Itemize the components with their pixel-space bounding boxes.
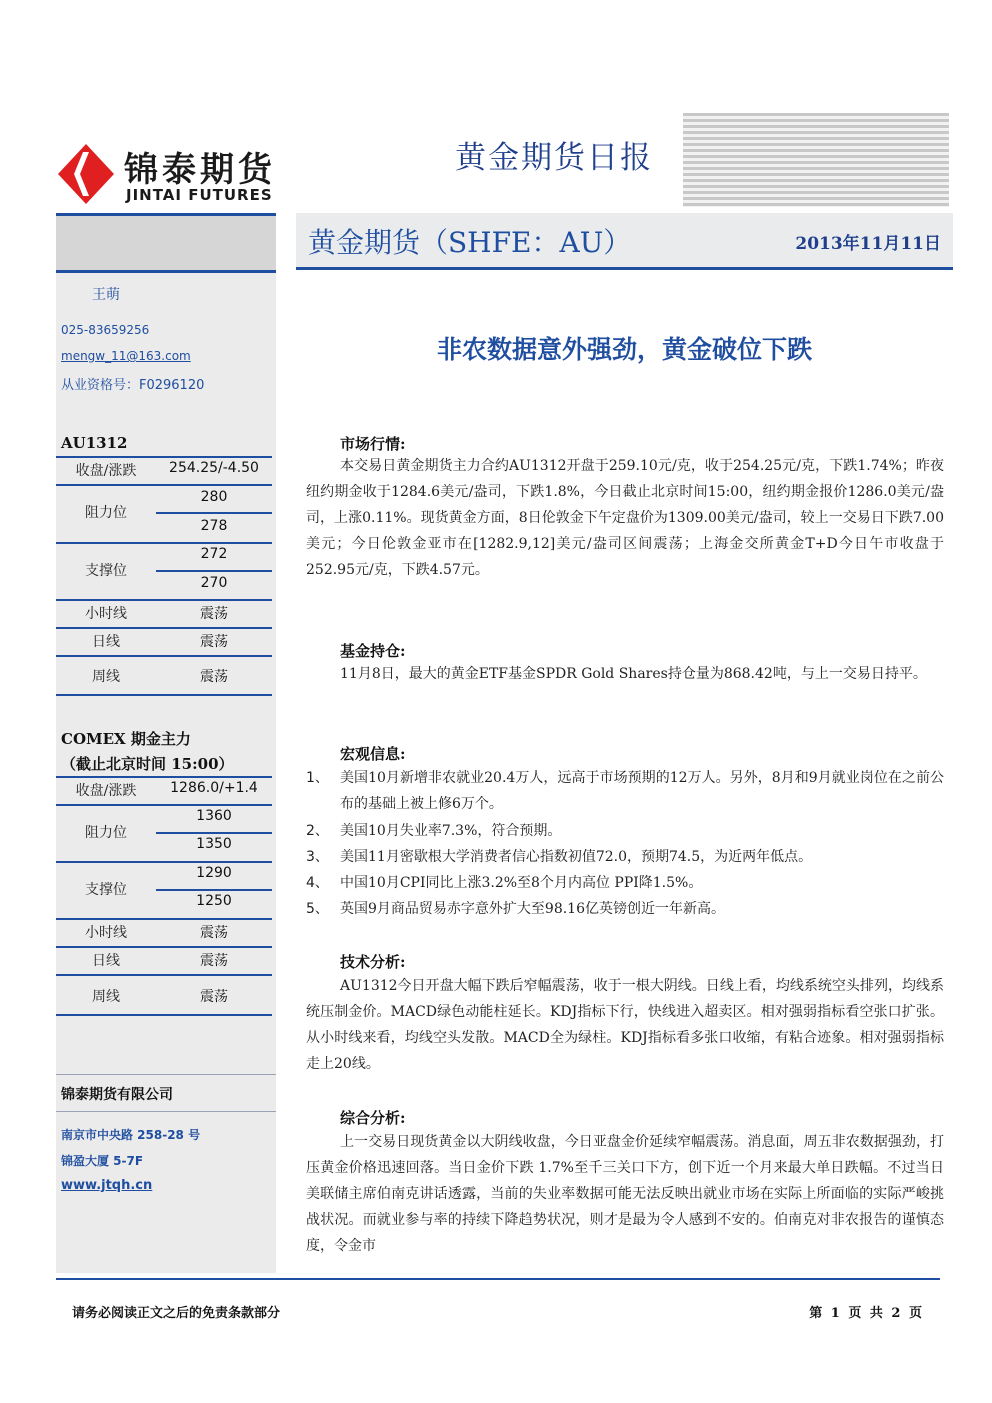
paragraph-fund: 11月8日，最大的黄金ETF基金SPDR Gold Shares持仓量为868.42吨，与上一交易日持平。 <box>340 666 927 682</box>
divider <box>56 655 272 657</box>
resistance-value: 280 <box>200 489 228 505</box>
divider <box>56 1074 276 1075</box>
hourly-label: 小时线 <box>85 606 127 622</box>
comex-title: COMEX 期金主力 <box>61 730 191 748</box>
resistance-value: 1360 <box>196 808 232 824</box>
divider <box>56 456 272 458</box>
company-address-line2: 锦盈大厦 5-7F <box>61 1154 144 1168</box>
analyst-phone: 025-83659256 <box>61 323 150 337</box>
company-address-line1: 南京市中央路 258-28 号 <box>61 1128 201 1142</box>
section-title-fund: 基金持仓: <box>340 642 406 660</box>
divider <box>156 570 272 572</box>
divider <box>56 974 272 976</box>
section-title-technical: 技术分析: <box>340 953 406 971</box>
list-text: 中国10月CPI同比上涨3.2%至8个月内高位 PPI降1.5%。 <box>340 875 703 891</box>
divider <box>56 1111 276 1112</box>
weekly-label: 周线 <box>92 989 120 1005</box>
close-value: 1286.0/+1.4 <box>170 780 258 796</box>
section-title-macro: 宏观信息: <box>340 745 406 763</box>
report-date: 2013年11月11日 <box>795 234 941 254</box>
divider <box>156 832 272 834</box>
divider <box>56 599 272 601</box>
resistance-value: 278 <box>200 518 228 534</box>
hourly-value: 震荡 <box>200 925 228 941</box>
daily-label: 日线 <box>92 953 120 969</box>
list-number: 3、 <box>306 849 329 865</box>
support-value: 1250 <box>196 893 232 909</box>
product-bar <box>296 213 953 270</box>
daily-value: 震荡 <box>200 634 228 650</box>
company-website-link[interactable]: www.jtqh.cn <box>61 1178 153 1193</box>
support-label: 支撑位 <box>85 563 127 579</box>
footer-divider <box>56 1278 940 1280</box>
divider <box>56 918 272 920</box>
divider <box>56 1014 272 1016</box>
close-label: 收盘/涨跌 <box>75 783 137 799</box>
list-number: 4、 <box>306 875 329 891</box>
resistance-label: 阻力位 <box>85 825 127 841</box>
paragraph-technical: AU1312今日开盘大幅下跌后窄幅震荡，收于一根大阴线。日线上看，均线系统空头排列，均线系统压制金价。MACD绿色动能柱延长。KDJ指标下行，快线进入超卖区。相对强弱指标看空张口扩张。从小时线来看，均线空头发散。MACD全为绿柱。KDJ指标看多张口收缩，有粘合迹象。相对强弱指标走上20线。 <box>306 978 944 1072</box>
divider <box>56 776 272 778</box>
support-label: 支撑位 <box>85 882 127 898</box>
paragraph-summary: 上一交易日现货黄金以大阴线收盘，今日亚盘金价延续窄幅震荡。消息面，周五非农数据强劲，打压黄金价格迅速回落。当日金价下跌 1.7%至千三关口下方，创下近一个月来最大单日跌幅。不过当日美联储主席伯南克讲话透露，当前的失业率数据可能无法反映出就业市场在实际上所面临的实际严峻挑战状况。而就业参与率的持续下降趋势状况，则才是最为令人感到不安的。伯南克对非农报告的谨慎态度，令金市 <box>306 1134 944 1254</box>
divider <box>156 512 272 514</box>
weekly-label: 周线 <box>92 669 120 685</box>
divider <box>56 542 272 544</box>
list-number: 1、 <box>306 770 329 786</box>
support-value: 1290 <box>196 865 232 881</box>
support-value: 270 <box>200 575 228 591</box>
divider <box>156 889 272 891</box>
footer-disclaimer: 请务必阅读正文之后的免责条款部分 <box>72 1306 281 1321</box>
sidebar-header-band <box>56 216 276 273</box>
list-text: 美国10月新增非农就业20.4万人，远高于市场预期的12万人。另外，8月和9月就业岗位在之前公布的基础上被上修6万个。 <box>340 770 944 812</box>
divider <box>56 861 272 863</box>
list-number: 5、 <box>306 901 329 917</box>
divider <box>56 627 272 629</box>
header-decorative-band <box>683 113 949 207</box>
page-number: 第 1 页 共 2 页 <box>809 1306 922 1321</box>
section-title-summary: 综合分析: <box>340 1109 406 1127</box>
close-value: 254.25/-4.50 <box>169 460 259 476</box>
logo-text-en: JINTAI FUTURES <box>126 186 273 204</box>
product-title: 黄金期货（SHFE：AU） <box>308 226 632 259</box>
list-text: 美国11月密歇根大学消费者信心指数初值72.0，预期74.5，为近两年低点。 <box>340 849 813 865</box>
company-name: 锦泰期货有限公司 <box>61 1087 173 1103</box>
comex-subtitle: （截止北京时间 15:00） <box>61 755 234 773</box>
logo-text-cn: 锦泰期货 <box>124 150 276 190</box>
section-title-market: 市场行情: <box>340 435 406 453</box>
article-headline: 非农数据意外强劲，黄金破位下跌 <box>436 335 812 364</box>
weekly-value: 震荡 <box>200 989 228 1005</box>
analyst-license: 从业资格号：F0296120 <box>61 378 205 393</box>
resistance-value: 1350 <box>196 836 232 852</box>
analyst-email-link[interactable]: mengw_11@163.com <box>61 349 191 363</box>
list-text: 美国10月失业率7.3%，符合预期。 <box>340 823 562 839</box>
divider <box>56 804 272 806</box>
divider <box>56 484 272 486</box>
company-logo <box>58 140 288 206</box>
list-number: 2、 <box>306 823 329 839</box>
daily-value: 震荡 <box>200 953 228 969</box>
sidebar <box>56 213 276 1273</box>
paragraph-market: 本交易日黄金期货主力合约AU1312开盘于259.10元/克，收于254.25元/克，下跌1.74%；昨夜纽约期金收于1284.6美元/盎司，下跌1.8%，今日截止北京时间15:00，纽约期金报价1286.0美元/盎司，上涨0.11%。现货黄金方面，8日伦敦金下午定盘价为1309.00美元/盎司，较上一交易日下跌7.00美元；今日伦敦金亚市在[1282.9,12]美元/盎司区间震荡；上海金交所黄金T+D今日午市收盘于252.95元/克，下跌4.57元。 <box>306 458 944 578</box>
resistance-label: 阻力位 <box>85 505 127 521</box>
report-title: 黄金期货日报 <box>455 140 653 176</box>
divider <box>56 694 272 696</box>
hourly-label: 小时线 <box>85 925 127 941</box>
close-label: 收盘/涨跌 <box>75 463 137 479</box>
divider <box>56 946 272 948</box>
weekly-value: 震荡 <box>200 669 228 685</box>
list-text: 英国9月商品贸易赤字意外扩大至98.16亿英镑创近一年新高。 <box>340 901 725 917</box>
diamond-logo-icon <box>58 144 114 204</box>
analyst-name: 王萌 <box>92 287 120 303</box>
hourly-value: 震荡 <box>200 606 228 622</box>
au1312-title: AU1312 <box>61 434 128 452</box>
support-value: 272 <box>200 546 228 562</box>
daily-label: 日线 <box>92 634 120 650</box>
